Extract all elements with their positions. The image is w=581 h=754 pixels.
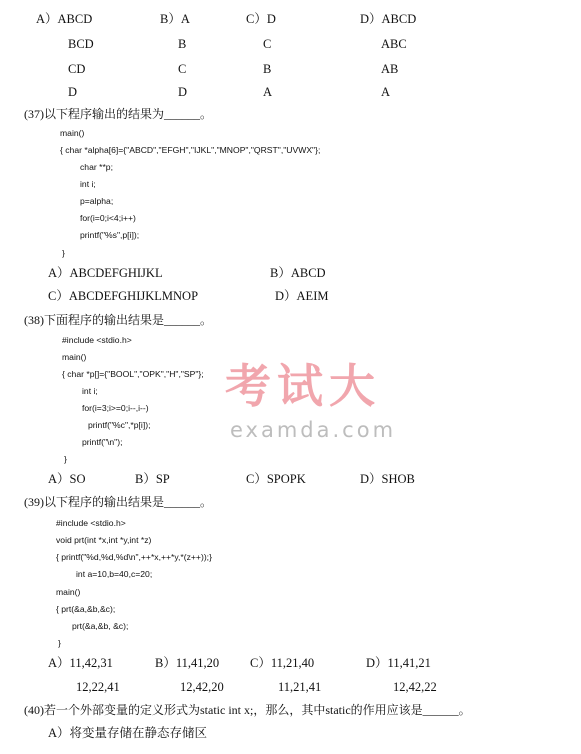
q40-option-a: A）将变量存储在静态存储区 — [48, 726, 208, 740]
q36-row2-c: C — [263, 37, 272, 51]
q39-option-d-line2: 12,42,22 — [393, 680, 437, 694]
q37-option-c: C）ABCDEFGHIJKLMNOP — [48, 289, 199, 303]
q39-code-line: { prt(&a,&b,&c); — [56, 604, 116, 614]
q39-code-line: { printf("%d,%d,%d\n",++*x,++*y,*(z++));} — [56, 552, 212, 562]
q39-code-line: #include <stdio.h> — [56, 518, 126, 528]
q36-row1-d: D）ABCD — [360, 12, 417, 26]
q38-code-line: #include <stdio.h> — [62, 335, 132, 345]
q38-option-a: A）SO — [48, 472, 86, 486]
q37-code-line: int i; — [80, 179, 96, 189]
q38-code-line: int i; — [82, 386, 98, 396]
q38-option-d: D）SHOB — [360, 472, 415, 486]
q37-code-line: for(i=0;i<4;i++) — [80, 213, 136, 223]
q36-row4-d: A — [381, 85, 391, 99]
q38-code-line: for(i=3;i>=0;i--,i--) — [82, 403, 149, 413]
q39-option-c: C）11,21,40 — [250, 656, 315, 670]
q37-option-b: B）ABCD — [270, 266, 326, 280]
q36-row3-a: CD — [68, 62, 86, 76]
q36-row1-c: C）D — [246, 12, 276, 26]
q37-question: (37)以下程序输出的结果为______。 — [24, 107, 212, 121]
q39-code-line: main() — [56, 587, 81, 597]
q39-option-c-line2: 11,21,41 — [278, 680, 322, 694]
q36-row2-d: ABC — [381, 37, 407, 51]
q38-option-b: B）SP — [135, 472, 170, 486]
q40-question: (40)若一个外部变量的定义形式为static int x;，那么，其中static的作用应该是______。 — [24, 703, 471, 717]
q39-option-b: B）11,41,20 — [155, 656, 220, 670]
q38-code-line: } — [64, 454, 67, 464]
q36-row1-b: B）A — [160, 12, 190, 26]
watermark-logo-text: 考试大 — [225, 359, 381, 413]
q36-row4-c: A — [263, 85, 273, 99]
q38-code-line: printf("\n"); — [82, 437, 123, 447]
q39-code-line: int a=10,b=40,c=20; — [76, 569, 153, 579]
q37-code-line: } — [62, 248, 65, 258]
q37-option-a: A）ABCDEFGHIJKL — [48, 266, 163, 280]
q39-option-b-line2: 12,42,20 — [180, 680, 224, 694]
q39-option-a: A）11,42,31 — [48, 656, 113, 670]
q39-question: (39)以下程序的输出结果是______。 — [24, 495, 212, 509]
q36-row2-a: BCD — [68, 37, 94, 51]
q39-option-d: D）11,41,21 — [366, 656, 431, 670]
q39-code-line: void prt(int *x,int *y,int *z) — [56, 535, 152, 545]
watermark-url: examda.com — [230, 418, 397, 442]
q36-row4-b: D — [178, 85, 188, 99]
q36-row1-a: A）ABCD — [36, 12, 93, 26]
q36-row3-c: B — [263, 62, 272, 76]
q36-row4-a: D — [68, 85, 78, 99]
q36-row3-b: C — [178, 62, 187, 76]
q38-option-c: C）SPOPK — [246, 472, 306, 486]
q39-code-line: } — [58, 638, 61, 648]
q39-option-a-line2: 12,22,41 — [76, 680, 120, 694]
q37-option-d: D）AEIM — [275, 289, 329, 303]
q37-code-line: p=alpha; — [80, 196, 114, 206]
q37-code-line: printf("%s",p[i]); — [80, 230, 140, 240]
q38-code-line: { char *p[]={"BOOL","OPK","H","SP"}; — [62, 369, 204, 379]
q38-question: (38)下面程序的输出结果是______。 — [24, 313, 212, 327]
q36-row3-d: AB — [381, 62, 399, 76]
q38-code-line: main() — [62, 352, 87, 362]
q36-row2-b: B — [178, 37, 187, 51]
q38-code-line: printf("%c",*p[i]); — [88, 420, 151, 430]
q37-code-line: { char *alpha[6]={"ABCD","EFGH","IJKL","MNOP","QRST","UVWX"}; — [60, 145, 321, 155]
q39-code-line: prt(&a,&b, &c); — [72, 621, 129, 631]
q37-code-line: char **p; — [80, 162, 113, 172]
q37-code-line: main() — [60, 128, 85, 138]
